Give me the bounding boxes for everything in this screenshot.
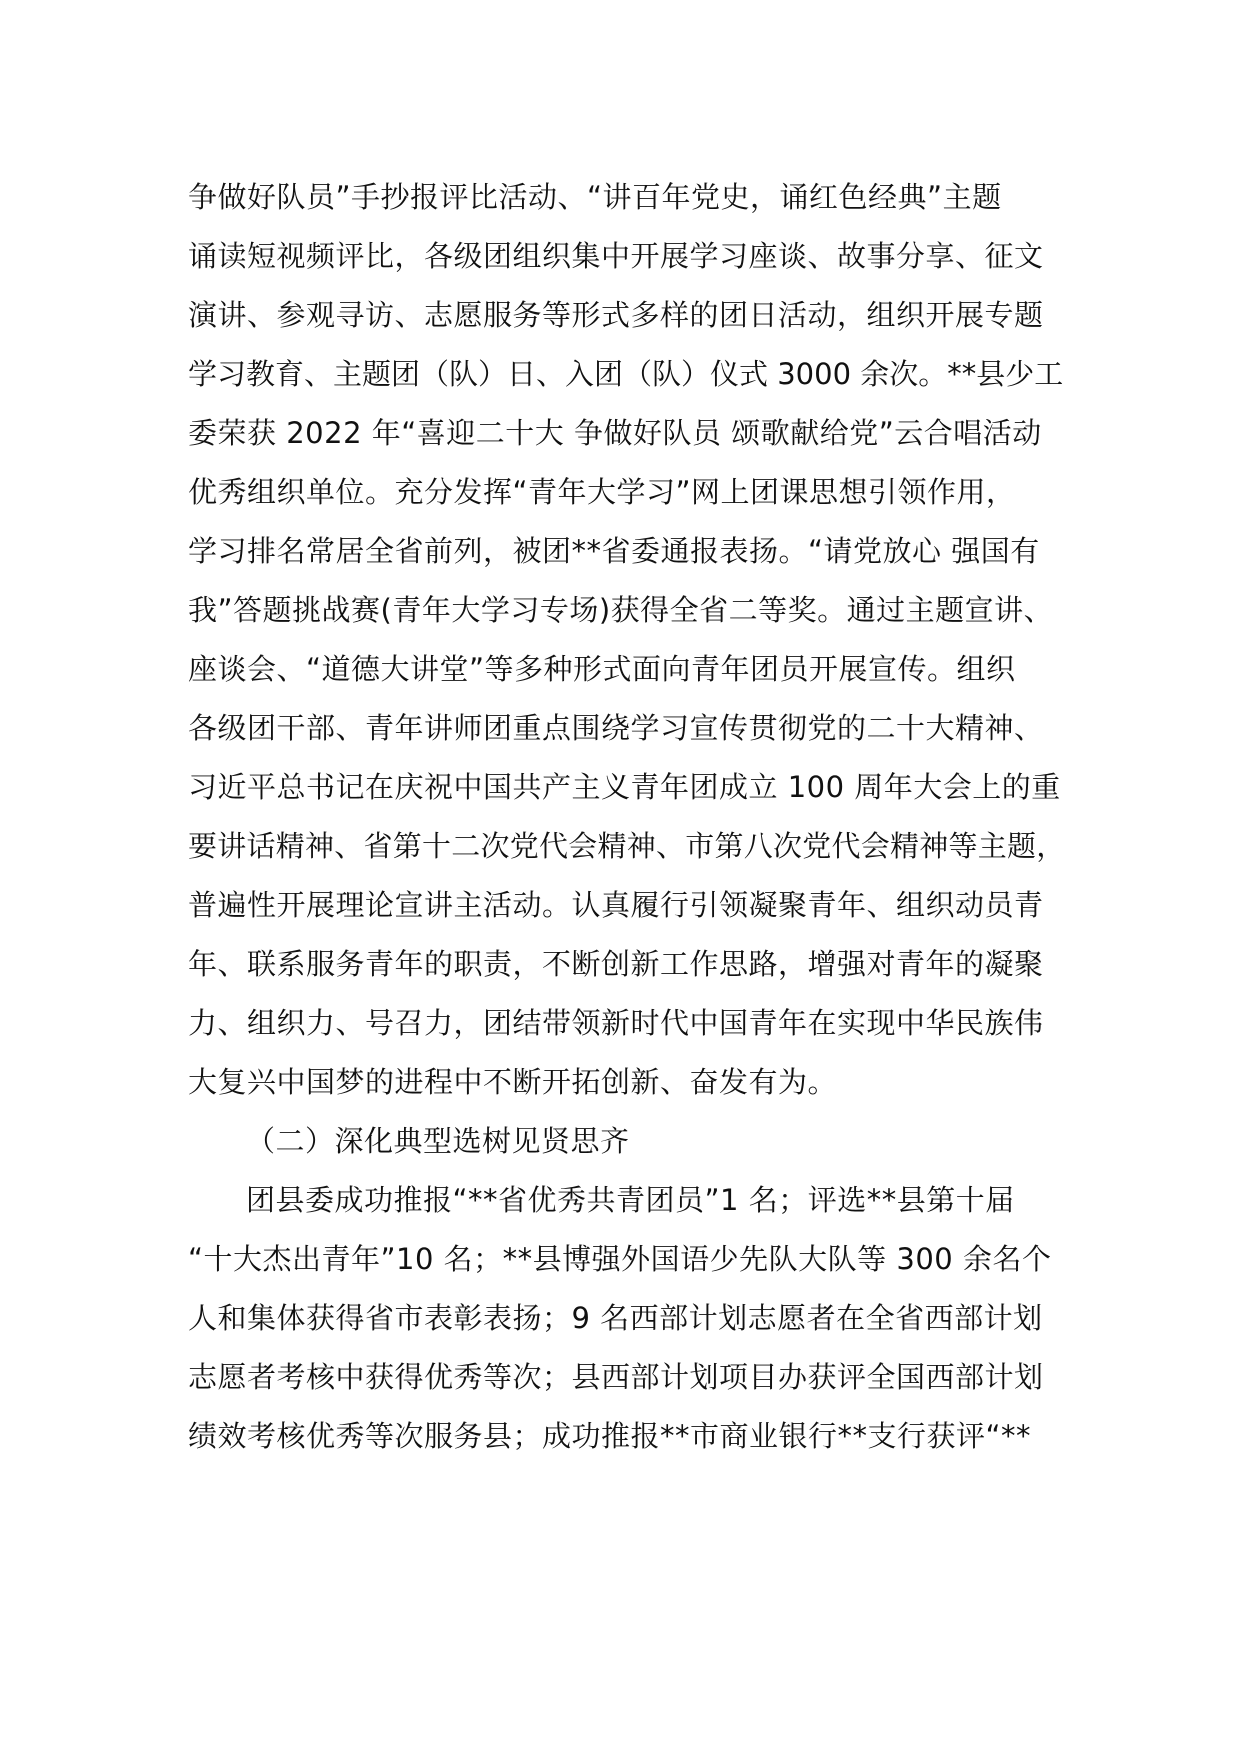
paragraph-1-line-6: 优秀组织单位。充分发挥“青年大学习”网上团课思想引领作用， xyxy=(188,475,1016,509)
paragraph-1-line-13: 普遍性开展理论宣讲主活动。认真履行引领凝聚青年、组织动员青 xyxy=(188,888,1044,922)
section-heading: （二）深化典型选树见贤思齐 xyxy=(246,1124,630,1158)
paragraph-2-line-1: 团县委成功推报“**省优秀共青团员”1 名；评选**县第十届 xyxy=(246,1183,1015,1217)
paragraph-1-line-11: 习近平总书记在庆祝中国共产主义青年团成立 100 周年大会上的重 xyxy=(188,770,1061,804)
paragraph-2-line-4: 志愿者考核中获得优秀等次；县西部计划项目办获评全国西部计划 xyxy=(188,1360,1044,1394)
paragraph-1-line-1: 争做好队员”手抄报评比活动、“讲百年党史，诵红色经典”主题 xyxy=(188,180,1002,214)
paragraph-1-line-14: 年、联系服务青年的职责，不断创新工作思路，增强对青年的凝聚 xyxy=(188,947,1044,981)
paragraph-1-line-15: 力、组织力、号召力，团结带领新时代中国青年在实现中华民族伟 xyxy=(188,1006,1044,1040)
paragraph-1-line-7: 学习排名常居全省前列，被团**省委通报表扬。“请党放心 强国有 xyxy=(188,534,1040,568)
paragraph-1-line-3: 演讲、参观寻访、志愿服务等形式多样的团日活动，组织开展专题 xyxy=(188,298,1044,332)
paragraph-1-line-10: 各级团干部、青年讲师团重点围绕学习宣传贯彻党的二十大精神、 xyxy=(188,711,1044,745)
paragraph-1-line-2: 诵读短视频评比，各级团组织集中开展学习座谈、故事分享、征文 xyxy=(188,239,1044,273)
paragraph-2-line-2: “十大杰出青年”10 名；**县博强外国语少先队大队等 300 余名个 xyxy=(188,1242,1052,1276)
paragraph-2-line-5: 绩效考核优秀等次服务县；成功推报**市商业银行**支行获评“** xyxy=(188,1419,1032,1453)
paragraph-1-line-4: 学习教育、主题团（队）日、入团（队）仪式 3000 余次。**县少工 xyxy=(188,357,1064,391)
paragraph-1-line-9: 座谈会、“道德大讲堂”等多种形式面向青年团员开展宣传。组织 xyxy=(188,652,1016,686)
paragraph-1-line-8: 我”答题挑战赛(青年大学习专场)获得全省二等奖。通过主题宣讲、 xyxy=(188,593,1054,627)
paragraph-1-line-16: 大复兴中国梦的进程中不断开拓创新、奋发有为。 xyxy=(188,1065,838,1099)
paragraph-1-line-12: 要讲话精神、省第十二次党代会精神、市第八次党代会精神等主题， xyxy=(188,829,1066,863)
paragraph-2-line-3: 人和集体获得省市表彰表扬；9 名西部计划志愿者在全省西部计划 xyxy=(188,1301,1043,1335)
paragraph-1-line-5: 委荣获 2022 年“喜迎二十大 争做好队员 颂歌献给党”云合唱活动 xyxy=(188,416,1042,450)
